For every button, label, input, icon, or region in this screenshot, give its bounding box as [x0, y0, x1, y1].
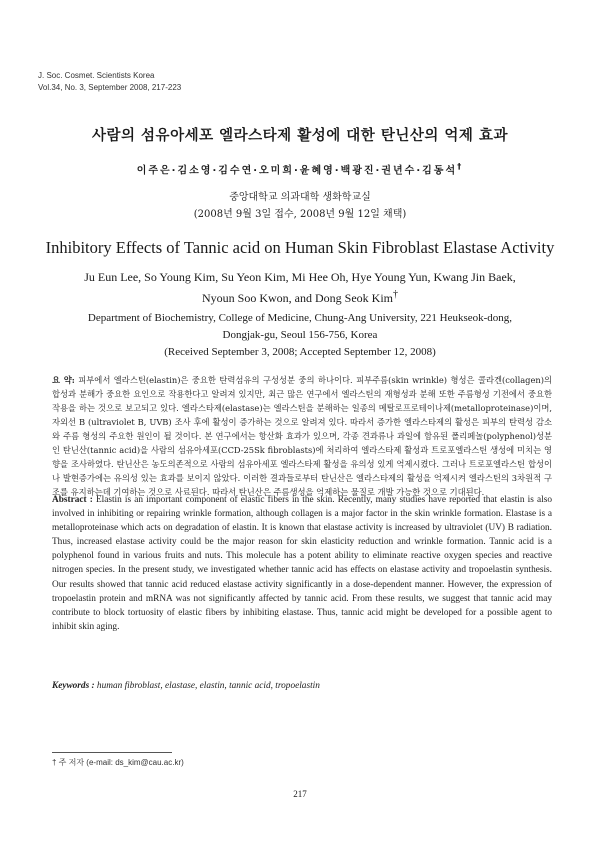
english-dates: (Received September 3, 2008; Accepted September 12, 2008) [164, 346, 436, 358]
english-affiliation-line1: Department of Biochemistry, College of Medicine, Chung-Ang University, 221 Heukseok-dong, [87, 312, 513, 324]
journal-header [38, 70, 181, 94]
footnote-divider [52, 752, 172, 753]
keywords-text: human fibroblast, elastase, elastin, tannic acid, tropoelastin [94, 681, 320, 691]
korean-title: 사람의 섬유아세포 엘라스타제 활성에 대한 탄닌산의 억제 효과 [91, 128, 509, 144]
english-title: Inhibitory Effects of Tannic acid on Human Skin Fibroblast Elastase Activity [45, 238, 555, 257]
keywords-label: Keywords : [52, 681, 95, 691]
korean-dates: (2008년 9월 3일 접수, 2008년 9월 12일 채택) [193, 209, 407, 220]
korean-affiliation-block [0, 189, 600, 223]
english-affiliation-line2: Dongjak-gu, Seoul 156-756, Korea [222, 329, 378, 341]
page-number: 217 [293, 789, 307, 799]
journal-issue: Vol.34, No. 3, September 2008, 217-223 [38, 83, 182, 92]
abstract-label: Abstract : [52, 495, 93, 505]
corresponding-author-mark: † [457, 161, 464, 171]
summary-text: 피부에서 엘라스틴(elastin)은 중요한 탄력섬유의 구성성분 중의 하나이다. 피부주름(skin wrinkle) 형성은 콜라겐(collagen)의 합성과 분해가 중요한 요인으로 작용한다고 알려져 있지만, 최근 많은 연구에서 엘라스틴의 재형성과 분해 또한 주름형성 기전에서 중요한 작용을 하는 것으로 보고되고 있다. 엘라스타제(elastase)는 엘라스틴을 분해하는 일종의 메탈로프로테이나제(metalloproteinase)이며, 자외선 B (ultraviolet B, UVB) 조사 후에 활성이 증가하는 것으로 알려져 있다. 따라서 증가한 엘라스타제의 활성은 피부의 탄력성 감소와 주름 형성의 주요한 원인이 될 것이다. 본 연구에서는 항산화 효과가 있으며, 각종 견과류나 과일에 함유된 폴리페놀(polyphenol)성분인 탄닌산(tannic acid)을 사람의 섬유아세포(CCD-25Sk fibroblasts)에 처리하여 엘라스타제 활성과 트로포엘라스틴 생성에 미치는 영향을 조사하였다. 탄닌산은 농도의존적으로 사람의 섬유아세포 엘라스타제 활성을 유의성 있게 억제시켰다. 그러나 트로포엘라스틴 합성이나 발현증가에는 유의성 있는 효과를 보이지 않았다. 이러한 결과들로부터 탄닌산은 엘라스타제의 활성을 억제시켜 엘라스틴의 3차원적 구조를 유지하는데 기여하는 것으로 사료된다. 따라서 탄닌산은 주름생성을 억제하는 물질로 개발 가능한 것으로 기대된다. [52, 375, 552, 497]
english-authors-line1: Ju Eun Lee, So Young Kim, Su Yeon Kim, Mi Hee Oh, Hye Young Yun, Kwang Jin Baek, [84, 270, 516, 284]
keywords [52, 681, 552, 691]
english-affiliation-block [0, 310, 600, 361]
footnote: † 주 저자 (e-mail: ds_kim@cau.ac.kr) [52, 758, 184, 767]
journal-name: J. Soc. Cosmet. Scientists Korea [38, 71, 155, 80]
abstract [52, 493, 552, 634]
english-authors [0, 268, 600, 307]
korean-author-list: 이주은·김소영·김수연·오미희·윤혜영·백광진·권년수·김동석 [136, 165, 458, 177]
abstract-text: Elastin is an important component of elastic fibers in the skin. Recently, many studies have reported that elastin is also involved in inhibiting or repairing wrinkle formation, although collagen is a major factor in the skin wrinkle formation. Elastase is a metalloproteinase which acts on degradation of elastin. It is known that elastase activity is increased by ultraviolet (UV) B radiation. Thus, increased elastase activity could be the major reason for skin elasticity reduction and wrinkle formation. Tannic acid is a polyphenol found in various fruits and nuts. This molecule has a potent ability to eliminate reactive oxygen species and reactive nitrogen species. In the present study, we investigated whether tannic acid has effects on elastase activity and tropoelastin synthesis. Our results showed that tannic acid reduced elastase activity significantly in a dose-dependent manner. However, the expression of tropoelastin protein and mRNA was not significantly affected by tannic acid. From these results, we suggest that tannic acid may contribute to block tortuosity of elastic fibers by inhibiting elastase. Thus, tannic acid might be developed for a possible agent to inhibit skin aging. [52, 495, 552, 632]
summary-label: 요 약: [52, 375, 75, 385]
english-authors-line2: Nyoun Soo Kwon, and Dong Seok Kim [202, 291, 393, 305]
korean-summary [52, 373, 552, 499]
korean-authors [0, 161, 600, 176]
english-authors-line2-wrap [0, 286, 600, 307]
korean-affiliation: 중앙대학교 의과대학 생화학교실 [229, 192, 371, 203]
corresponding-author-mark-en: † [393, 289, 398, 300]
